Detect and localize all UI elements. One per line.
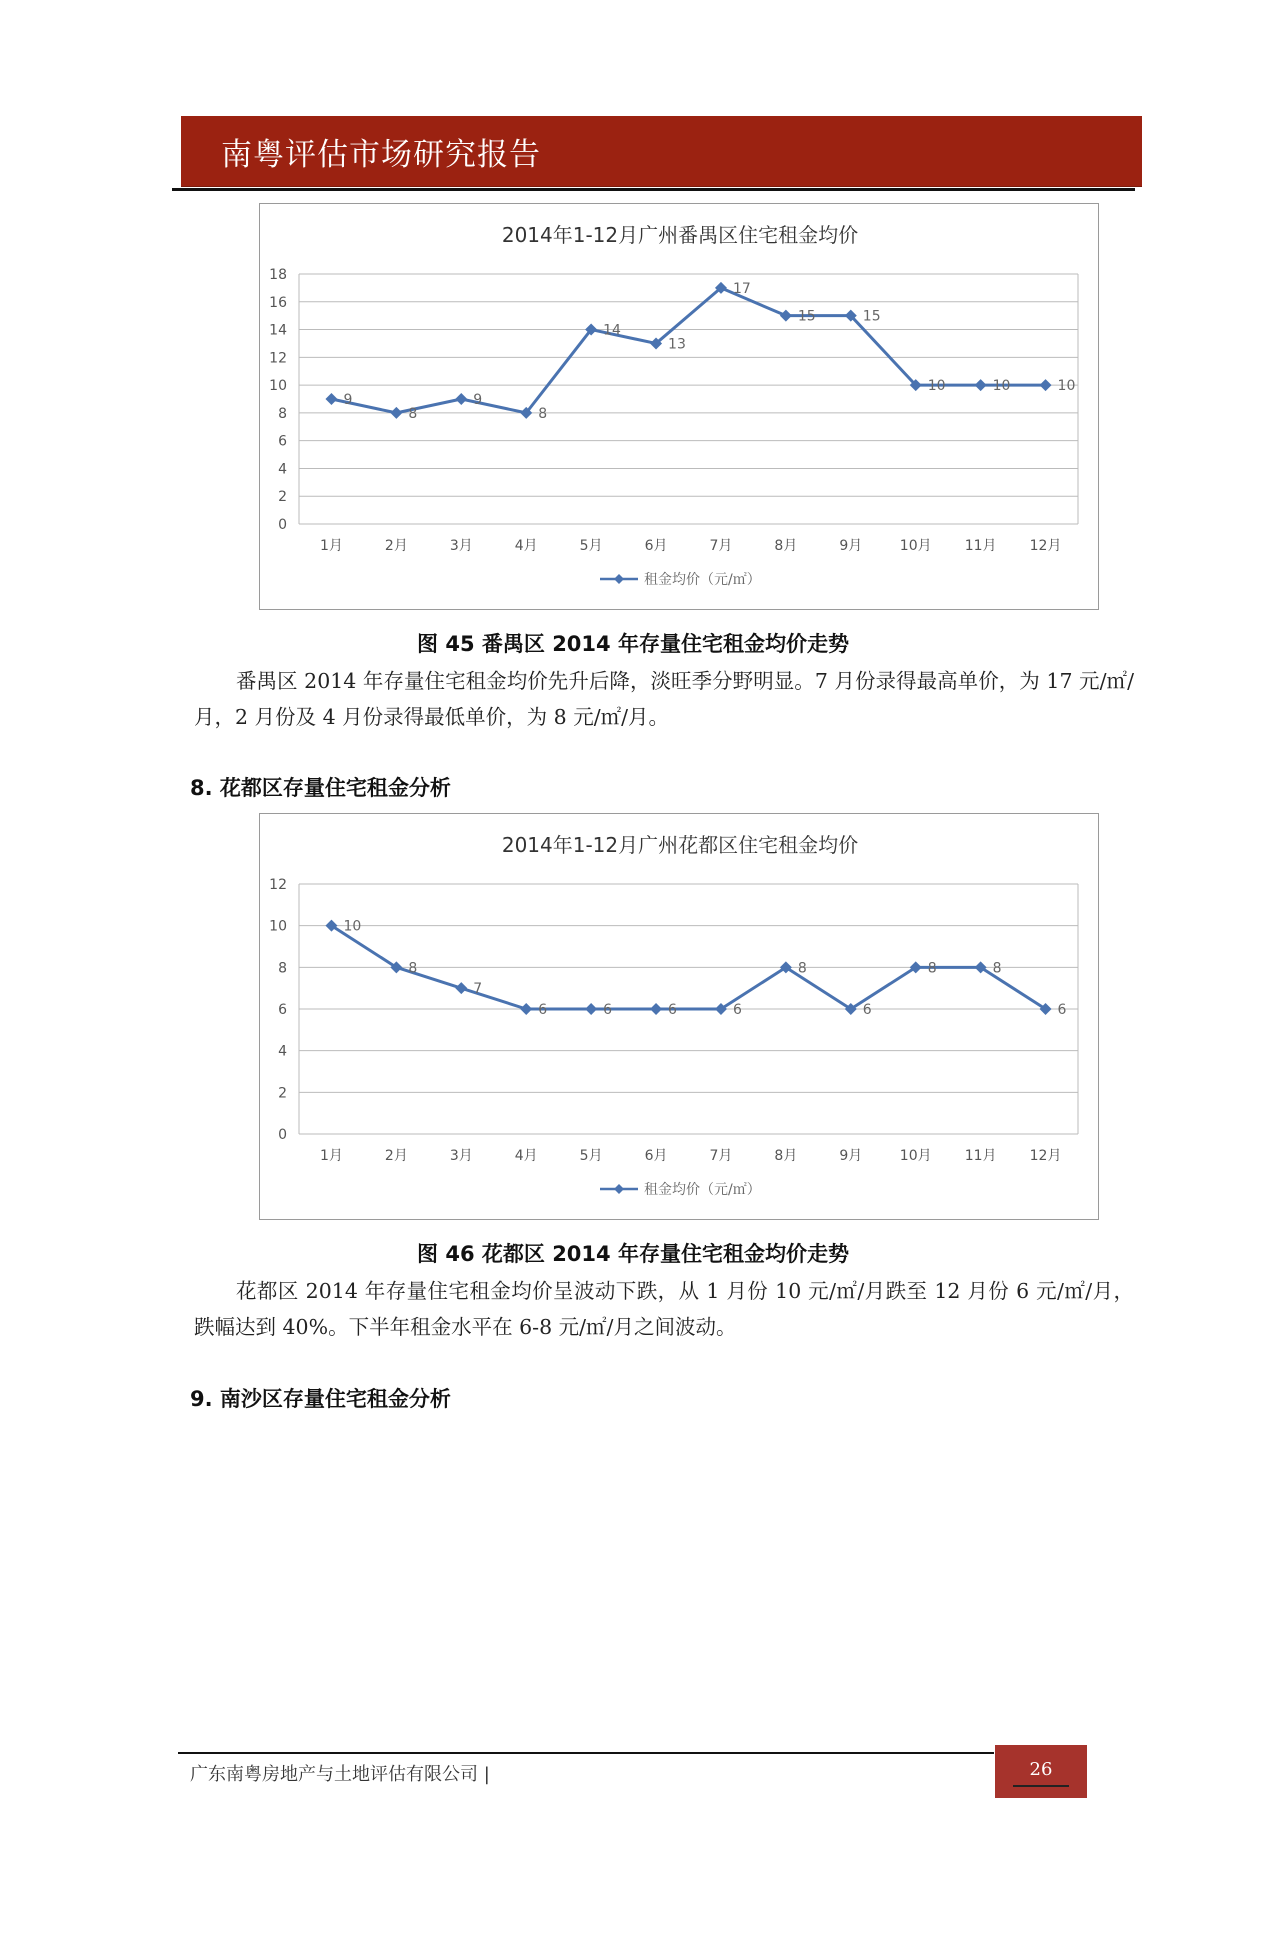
data-point bbox=[390, 407, 402, 419]
x-tick-label: 6月 bbox=[644, 1148, 668, 1164]
chart-panyu-rent bbox=[259, 203, 1099, 610]
y-tick-label: 12 bbox=[269, 350, 287, 367]
data-label: 6 bbox=[732, 1002, 742, 1018]
footer-divider bbox=[178, 1752, 994, 1754]
data-label: 8 bbox=[927, 960, 937, 977]
data-point bbox=[780, 310, 792, 322]
figure45-caption: 图 45 番禺区 2014 年存量住宅租金均价走势 bbox=[417, 632, 849, 656]
data-label: 15 bbox=[862, 308, 881, 325]
x-tick-label: 4月 bbox=[514, 1148, 538, 1164]
data-label: 6 bbox=[538, 1002, 548, 1018]
x-tick-label: 6月 bbox=[644, 538, 668, 554]
x-tick-label: 3月 bbox=[449, 1148, 473, 1164]
figure45-paragraph: 番禺区 2014 年存量住宅租金均价先升后降，淡旺季分野明显。7 月份录得最高单价，为 17 元/㎡/月，2 月份及 4 月份录得最低单价，为 8 元/㎡/月。 bbox=[194, 669, 1134, 729]
header-divider bbox=[172, 188, 1135, 191]
data-label: 9 bbox=[473, 392, 483, 408]
y-tick-label: 2 bbox=[278, 489, 287, 506]
data-point bbox=[650, 1003, 662, 1015]
x-tick-label: 10月 bbox=[899, 538, 932, 554]
figure46-paragraph: 花都区 2014 年存量住宅租金均价呈波动下跌，从 1 月份 10 元/㎡/月跌至 12 月份 6 元/㎡/月，跌幅达到 40%。下半年租金水平在 6-8 元/㎡/月之间波动。 bbox=[194, 1279, 1134, 1339]
y-tick-label: 0 bbox=[278, 1127, 287, 1143]
series-line bbox=[331, 288, 1045, 413]
x-tick-label: 12月 bbox=[1029, 1148, 1062, 1164]
x-tick-label: 7月 bbox=[709, 1148, 733, 1164]
y-tick-label: 6 bbox=[278, 433, 287, 450]
x-tick-label: 1月 bbox=[319, 538, 343, 554]
footer-company: 广东南粤房地产与土地评估有限公司 | bbox=[190, 1764, 490, 1785]
x-tick-label: 1月 bbox=[319, 1148, 343, 1164]
data-label: 10 bbox=[927, 378, 946, 395]
x-tick-label: 7月 bbox=[709, 538, 733, 554]
data-point bbox=[585, 1003, 597, 1015]
x-tick-label: 12月 bbox=[1029, 538, 1062, 554]
data-label: 10 bbox=[1057, 378, 1076, 395]
data-point bbox=[455, 982, 467, 994]
y-tick-label: 12 bbox=[269, 877, 287, 893]
data-label: 6 bbox=[1057, 1002, 1067, 1018]
data-label: 6 bbox=[603, 1002, 613, 1018]
legend-marker bbox=[614, 574, 624, 584]
data-label: 9 bbox=[343, 392, 353, 408]
y-tick-label: 16 bbox=[269, 294, 287, 311]
chart-title: 2014年1-12月广州花都区住宅租金均价 bbox=[501, 833, 859, 857]
y-tick-label: 4 bbox=[278, 1043, 287, 1060]
x-tick-label: 4月 bbox=[514, 538, 538, 554]
y-tick-label: 4 bbox=[278, 461, 287, 478]
chart-svg bbox=[260, 814, 1100, 1221]
x-tick-label: 2月 bbox=[384, 1148, 408, 1164]
y-tick-label: 6 bbox=[278, 1002, 287, 1018]
data-label: 8 bbox=[408, 960, 418, 977]
y-tick-label: 14 bbox=[269, 322, 287, 339]
section9-heading: 9. 南沙区存量住宅租金分析 bbox=[190, 1387, 451, 1411]
data-label: 8 bbox=[408, 405, 418, 422]
y-tick-label: 18 bbox=[269, 267, 287, 283]
y-tick-label: 10 bbox=[269, 918, 287, 935]
data-point bbox=[975, 379, 987, 391]
x-tick-label: 8月 bbox=[774, 538, 798, 554]
data-label: 14 bbox=[603, 322, 621, 339]
data-label: 8 bbox=[538, 405, 548, 422]
chart-svg bbox=[260, 204, 1100, 611]
x-tick-label: 9月 bbox=[839, 538, 863, 554]
data-point bbox=[455, 393, 467, 405]
data-label: 8 bbox=[992, 960, 1002, 977]
legend-label: 租金均价（元/㎡） bbox=[644, 1182, 761, 1198]
x-tick-label: 3月 bbox=[449, 538, 473, 554]
x-tick-label: 5月 bbox=[579, 1148, 603, 1164]
x-tick-label: 2月 bbox=[384, 538, 408, 554]
y-tick-label: 10 bbox=[269, 378, 287, 395]
legend-marker bbox=[614, 1184, 624, 1194]
data-label: 10 bbox=[343, 918, 362, 935]
x-tick-label: 8月 bbox=[774, 1148, 798, 1164]
figure46-caption: 图 46 花都区 2014 年存量住宅租金均价走势 bbox=[417, 1242, 849, 1266]
x-tick-label: 11月 bbox=[964, 1148, 997, 1164]
page-number-underline bbox=[1013, 1785, 1069, 1787]
section8-heading: 8. 花都区存量住宅租金分析 bbox=[190, 776, 451, 800]
x-tick-label: 9月 bbox=[839, 1148, 863, 1164]
x-tick-label: 11月 bbox=[964, 538, 997, 554]
data-point bbox=[325, 393, 337, 405]
report-header bbox=[181, 116, 1142, 187]
y-tick-label: 2 bbox=[278, 1085, 287, 1102]
data-point bbox=[1040, 379, 1052, 391]
data-label: 10 bbox=[992, 378, 1011, 395]
page-number: 26 bbox=[1029, 1759, 1053, 1780]
x-tick-label: 10月 bbox=[899, 1148, 932, 1164]
data-label: 13 bbox=[668, 336, 686, 353]
chart-huadu-rent bbox=[259, 813, 1099, 1220]
y-tick-label: 0 bbox=[278, 517, 287, 533]
data-label: 8 bbox=[797, 960, 807, 977]
data-label: 6 bbox=[862, 1002, 872, 1018]
data-label: 17 bbox=[732, 280, 751, 297]
y-tick-label: 8 bbox=[278, 960, 287, 977]
report-title: 南粤评估市场研究报告 bbox=[221, 137, 541, 173]
chart-title: 2014年1-12月广州番禺区住宅租金均价 bbox=[501, 223, 859, 247]
data-label: 15 bbox=[797, 308, 816, 325]
data-point bbox=[520, 1003, 532, 1015]
data-label: 6 bbox=[668, 1002, 677, 1018]
legend-label: 租金均价（元/㎡） bbox=[644, 572, 761, 588]
x-tick-label: 5月 bbox=[579, 538, 603, 554]
y-tick-label: 8 bbox=[278, 405, 287, 422]
page-number-box bbox=[995, 1745, 1087, 1798]
data-label: 7 bbox=[473, 981, 483, 998]
